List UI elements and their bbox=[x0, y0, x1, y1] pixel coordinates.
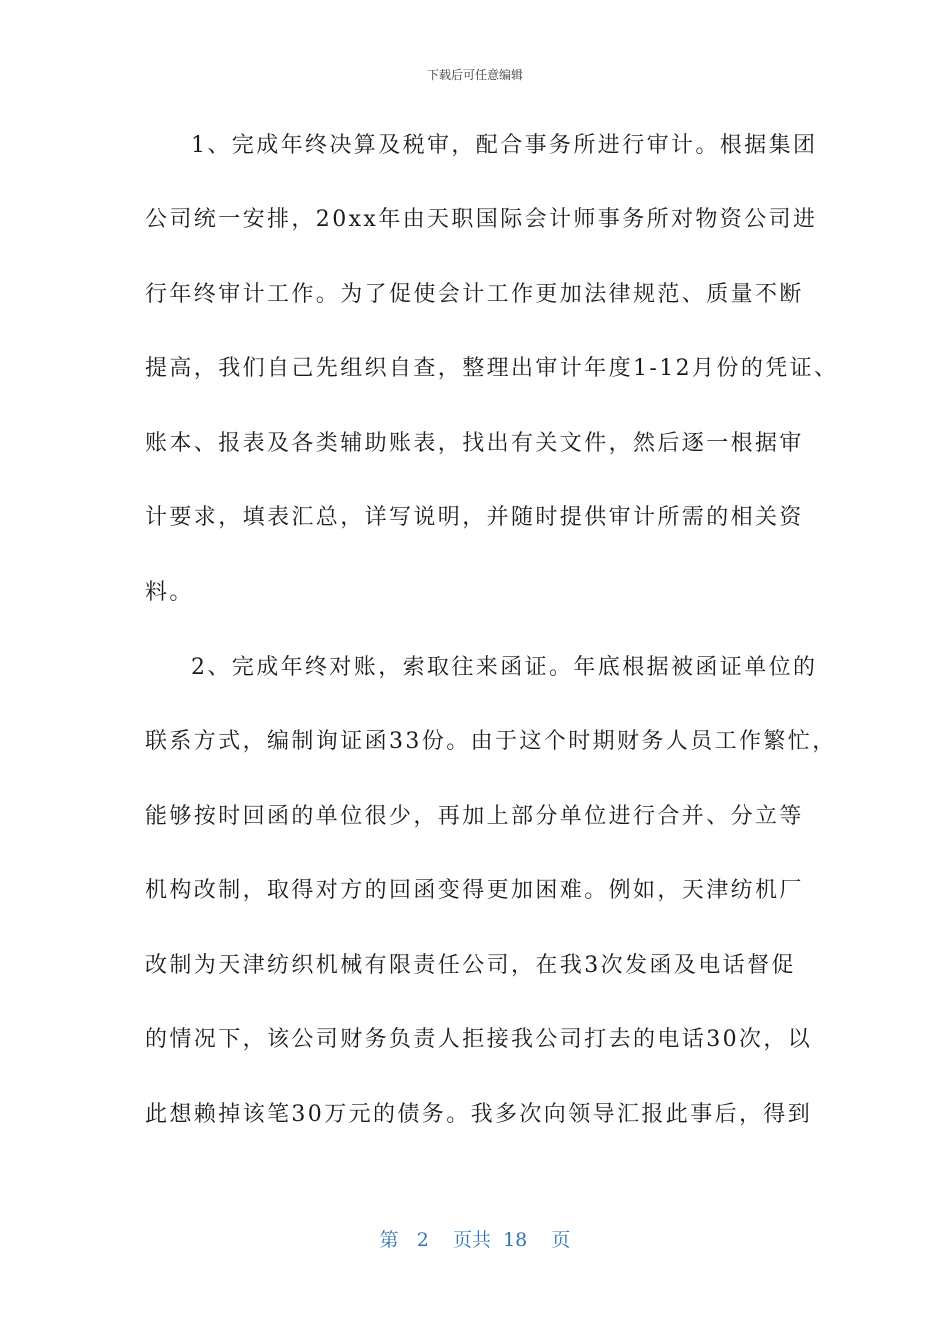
paragraph-1-line-1: 1、完成年终决算及税审，配合事务所进行审计。根据集团 bbox=[191, 133, 818, 158]
paragraph-2-line-3: 能够按时回函的单位很少，再加上部分单位进行合并、分立等 bbox=[145, 804, 804, 829]
header-note: 下载后可任意编辑 bbox=[426, 68, 523, 82]
paragraph-1-line-6: 计要求，填表汇总，详写说明，并随时提供审计所需的相关资 bbox=[145, 505, 804, 530]
paragraph-2-line-1: 2、完成年终对账，索取往来函证。年底根据被函证单位的 bbox=[191, 655, 818, 680]
footer-current-page: 2 bbox=[416, 1229, 429, 1251]
footer-middle: 页共 bbox=[452, 1229, 491, 1251]
paragraph-2-line-5: 改制为天津纺织机械有限责任公司，在我3次发函及电话督促 bbox=[145, 953, 796, 978]
paragraph-1-line-4: 提高，我们自己先组织自查，整理出审计年度1-12月份的凭证、 bbox=[145, 356, 839, 381]
paragraph-1-line-7: 料。 bbox=[145, 580, 194, 605]
footer-suffix: 页 bbox=[551, 1229, 571, 1251]
paragraph-2-line-2: 联系方式，编制询证函33份。由于这个时期财务人员工作繁忙， bbox=[145, 729, 837, 754]
paragraph-1-line-2: 公司统一安排，20xx年由天职国际会计师事务所对物资公司进 bbox=[145, 207, 818, 232]
footer-prefix: 第 bbox=[379, 1229, 399, 1251]
footer-total-pages: 18 bbox=[503, 1229, 528, 1251]
paragraph-2-line-4: 机构改制，取得对方的回函变得更加困难。例如，天津纺机厂 bbox=[145, 878, 804, 903]
paragraph-2-line-7: 此想赖掉该笔30万元的债务。我多次向领导汇报此事后，得到 bbox=[145, 1102, 813, 1127]
paragraph-1-line-3: 行年终审计工作。为了促使会计工作更加法律规范、质量不断 bbox=[145, 282, 804, 307]
page-footer bbox=[0, 1225, 950, 1252]
paragraph-1-line-5: 账本、报表及各类辅助账表，找出有关文件，然后逐一根据审 bbox=[145, 431, 804, 456]
paragraph-2-line-6: 的情况下，该公司财务负责人拒接我公司打去的电话30次，以 bbox=[145, 1027, 813, 1052]
